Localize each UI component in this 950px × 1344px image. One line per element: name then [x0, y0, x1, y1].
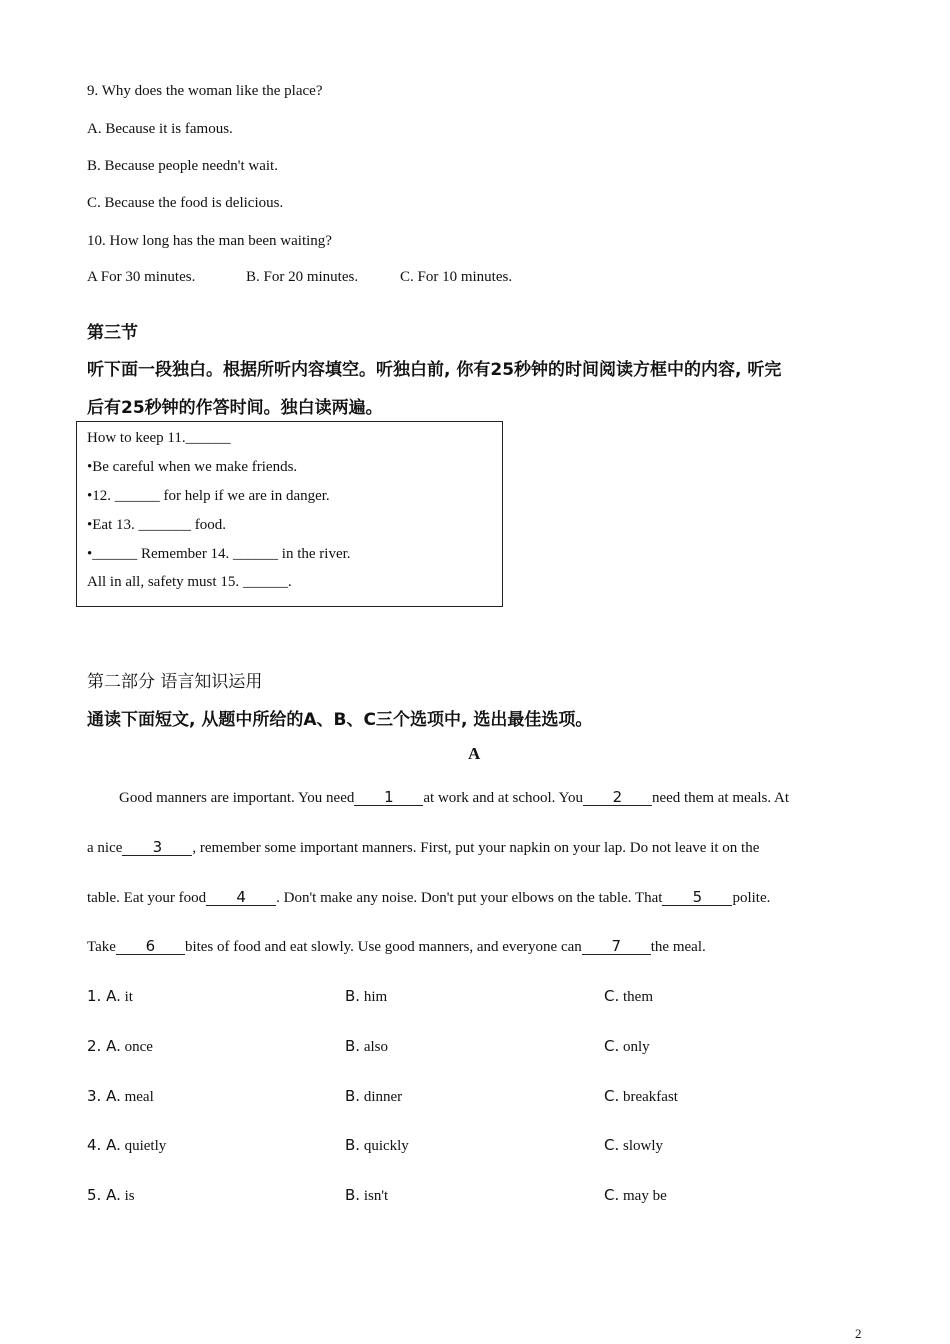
q10-option-b: B. For 20 minutes.	[246, 269, 359, 285]
blank-2: 2	[583, 789, 652, 806]
part2-title: 第二部分 语言知识运用	[87, 672, 263, 692]
passage-line-1: Good manners are important. You need 1 at work and at school. You 2 need them at meals. At	[119, 788, 789, 806]
q9-question: 9. Why does the woman like the place?	[87, 83, 323, 99]
blank-5: 5	[662, 889, 732, 906]
blank-7: 7	[582, 938, 651, 955]
q9-option-c: C. Because the food is delicious.	[87, 195, 284, 211]
blank-4: 4	[206, 889, 276, 906]
box-line-4: •Eat 13. _______ food.	[87, 517, 226, 533]
box-line-1: How to keep 11.______	[87, 430, 231, 446]
passage-line-2: a nice 3 , remember some important manners. First, put your napkin on your lap. Do not leave it on the	[87, 838, 760, 856]
q10-option-a: A For 30 minutes.	[87, 269, 196, 285]
q10-option-c: C. For 10 minutes.	[400, 269, 513, 285]
box-line-6: All in all, safety must 15. ______.	[87, 574, 292, 590]
blank-6: 6	[116, 938, 185, 955]
page-number: 2	[855, 1326, 862, 1341]
passage-line-3: table. Eat your food 4 . Don't make any noise. Don't put your elbows on the table. That 5 polite.	[87, 888, 771, 906]
q10-question: 10. How long has the man been waiting?	[87, 233, 332, 249]
box-line-3: •12. ______ for help if we are in danger.	[87, 488, 330, 504]
box-line-2: •Be careful when we make friends.	[87, 459, 298, 475]
part2-instruction: 通读下面短文, 从题中所给的A、B、C三个选项中, 选出最佳选项。	[87, 710, 593, 730]
section3-instruction-line1: 听下面一段独白。根据所听内容填空。听独白前, 你有25秒钟的时间阅读方框中的内容, 听完	[87, 360, 782, 380]
section3-title: 第三节	[87, 323, 138, 343]
blank-1: 1	[354, 789, 423, 806]
blank-3: 3	[122, 839, 192, 856]
box-line-5: •______ Remember 14. ______ in the river.	[87, 546, 351, 562]
q9-option-b: B. Because people needn't wait.	[87, 158, 278, 174]
passage-line-4: Take 6 bites of food and eat slowly. Use good manners, and everyone can 7 the meal.	[87, 937, 706, 955]
section3-instruction-line2: 后有25秒钟的作答时间。独白读两遍。	[87, 398, 383, 418]
q9-option-a: A. Because it is famous.	[87, 121, 233, 137]
passage-label: A	[468, 744, 481, 763]
